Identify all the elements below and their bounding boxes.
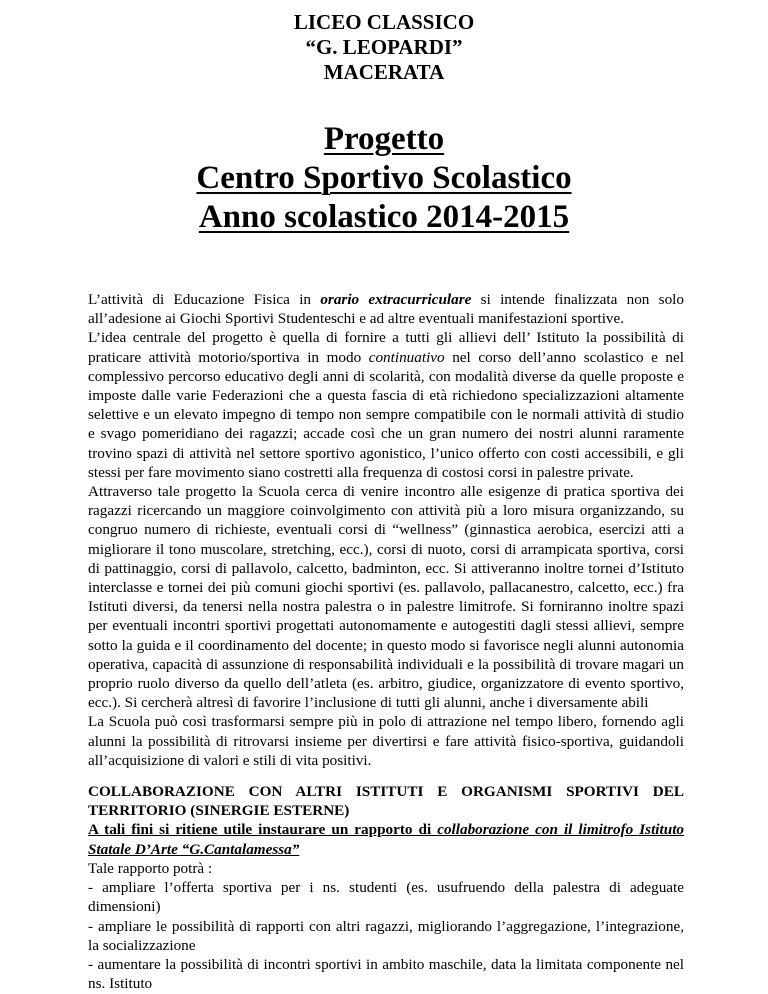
text-run: L’idea centrale del progetto è quella di fornire a tutti gli allievi dell’ Istituto la possibilità di praticare attività motorio/sportiva in modo (88, 329, 684, 366)
title-school-year: Anno scolastico 2014-2015 (198, 199, 570, 235)
school-dedication: “G. LEOPARDI” (305, 35, 463, 59)
document-body (88, 290, 684, 993)
document-title (0, 120, 768, 237)
emphasis-text: continuativo (368, 348, 445, 366)
intro-paragraph-3: Attraverso tale progetto la Scuola cerca di venire incontro alle esigenze di pratica sportiva dei ragazzi ricercando un maggiore coinvolgimento con attività più a loro misura organizzando, su congruo numero di richieste, eventuali corsi di “wellness” (ginnastica aerobica, esercizi atti a migliorare il tono muscolare, stretching, ecc.), corsi di nuoto, corsi di arrampicata sportiva, corsi di pattinaggio, corsi di pallavolo, calcetto, badminton, ecc. Si attiveranno inoltre tornei d’Istituto interclasse e tornei dei più comuni giochi sportivi (es. pallavolo, pallacanestro, calcetto, ecc.) fra Istituti diversi, da tenersi nella nostra palestra o in palestre limitrofe. Si forniranno inoltre spazi per eventuali incontri sportivi progettati autonomamente e autogestiti dagli stessi allievi, sempre sotto la guida e il coordinamento del docente; in questo modo si favorisce negli alunni autonomia operativa, capacità di assunzione di responsabilità individuali e la possibilità di trovare magari un proprio ruolo diverso da quello dell’atleta (es. arbitro, giudice, organizzatore di evento sportivo, ecc.). Si cercherà altresì di favorire l’inclusione di tutti gli alunni, anche i diversamente abili (88, 483, 684, 712)
emphasis-text: collaborazione con il limitrofo Istituto Statale D’Arte “G.Cantalamessa” (88, 821, 685, 858)
list-item: - aumentare la possibilità di incontri sportivi in ambito maschile, data la limitata componente nel ns. Istituto (88, 955, 684, 993)
emphasis-text: orario extracurriculare (320, 291, 472, 308)
title-centre: Centro Sportivo Scolastico (196, 160, 572, 196)
text-run: si intende finalizzata non solo all’adesione ai Giochi Sportivi Studenteschi e ad altre eventuali manifestazioni sportive. (88, 291, 684, 328)
section-heading-collaboration (88, 782, 684, 820)
list-item: - ampliare le possibilità di rapporti con altri ragazzi, migliorando l’aggregazione, l’integrazione, la socializzazione (88, 917, 684, 954)
school-header (0, 10, 768, 85)
text-run: A tali fini si ritiene utile instaurare un rapporto di (88, 821, 438, 839)
intro-paragraph-2 (88, 328, 684, 482)
text-run: L’attività di Educazione Fisica in (88, 291, 321, 308)
collaboration-statement (88, 820, 684, 858)
school-city: MACERATA (323, 60, 445, 84)
intro-paragraph-4: La Scuola può così trasformarsi sempre più in polo di attrazione nel tempo libero, fornendo agli alunni la possibilità di ritrovarsi insieme per divertirsi e fare attività fisico-sportiva, guidandoli all’acquisizione di valori e stili di vita positivi. (88, 713, 684, 769)
list-item: - ampliare l’offerta sportiva per i ns. studenti (es. usufruendo della palestra di adeguate dimensioni) (88, 879, 684, 916)
collaboration-lead: Tale rapporto potrà : (88, 859, 213, 877)
section-heading-text: COLLABORAZIONE CON ALTRI ISTITUTI E ORGANISMI SPORTIVI DEL TERRITORIO (SINERGIE ESTERNE) (88, 783, 684, 820)
school-name: LICEO CLASSICO (293, 10, 475, 34)
intro-paragraph-1 (88, 290, 684, 328)
text-run: nel corso dell’anno scolastico e nel complessivo percorso educativo degli anni di scolarità, con modalità diverse da quelle proposte e imposte dalle varie Federazioni che a questa fascia di età richiedono specializzazioni altamente selettive e un elevato impegno di tempo non sempre compatibile con le normali attività di studio e svago pomeridiano dei ragazzi; accade così che un gran numero dei nostri alunni raramente trovino spazi di attività nel settore sportivo agonistico, l’unico offerto con costi accessibili, e gli stessi per fare movimento siano costretti alla frequenza di costosi corsi in palestre private. (88, 348, 684, 481)
title-project: Progetto (323, 121, 445, 157)
